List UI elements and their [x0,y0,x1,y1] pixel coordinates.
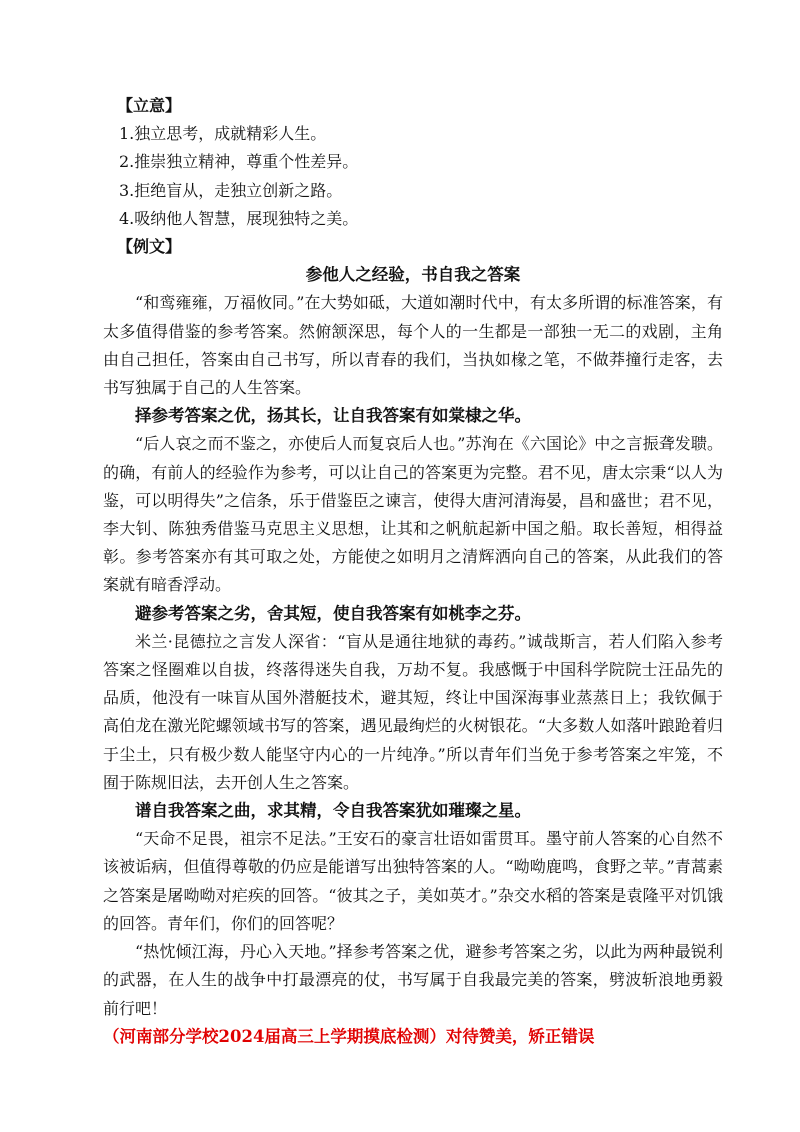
paragraph: “和鸾雍雍，万福攸同。”在大势如砥，大道如潮时代中，有太多所谓的标准答案，有太多值得借鉴的参考答案。然俯颔深思，每个人的一生都是一部独一无二的戏剧，主角由自己担任，答案由自己书写，所以青春的我们，当执如椽之笔，不做莽撞行走客，去书写独属于自己的人生答案。 [103,293,723,398]
subheading: 谱自我答案之曲，求其精，令自我答案犹如璀璨之星。 [135,801,531,821]
section-heading-liyi: 【立意】 [117,96,182,115]
list-item: 2.推崇独立精神，尊重个性差异。 [119,152,359,172]
list-item: 4.吸纳他人智慧，展现独特之美。 [119,208,359,228]
paragraph: 米兰·昆德拉之言发人深省：“盲从是通往地狱的毒药。”诚哉斯言，若人们陷入参考答案之怪圈难以自拔，终落得迷失自我，万劫不复。我感慨于中国科学院院士汪品先的品质，他没有一味盲从国外潜艇技术，避其短，终让中国深海事业蒸蒸日上；我钦佩于高伯龙在激光陀螺领域书写的答案，遇见最绚烂的火树银花。“大多数人如落叶踉跄着归于尘土，只有极少数人能坚守内心的一片纯净。”所以青年们当免于参考答案之牢笼，不囿于陈规旧法，去开创人生之答案。 [103,631,723,792]
document-body [103,92,723,1051]
subheading: 避参考答案之劣，舍其短，使自我答案有如桃李之芬。 [135,603,531,623]
source-note: （河南部分学校2024届高三上学期摸底检测）对待赞美，矫正错误 [103,1026,595,1046]
section-heading-liwen: 【例文】 [117,237,182,257]
list-item: 3.拒绝盲从，走独立创新之路。 [119,180,343,200]
paragraph: “后人哀之而不鉴之，亦使后人而复哀后人也。”苏洵在《六国论》中之言振聋发聩。的确，有前人的经验作为参考，可以让自己的答案更为完整。君不见，唐太宗秉“以人为鉴，可以明得失”之信条，乐于借鉴臣之谏言，使得大唐河清海晏，昌和盛世；君不见，李大钊、陈独秀借鉴马克思主义思想，让其和之帆航起新中国之船。取长善短，相得益彰。参考答案亦有其可取之处，方能使之如明月之清辉洒向自己的答案，从此我们的答案就有暗香浮动。 [103,434,723,595]
essay-title: 参他人之经验，书自我之答案 [305,265,521,285]
paragraph: “天命不足畏，祖宗不足法。”王安石的豪言壮语如雷贯耳。墨守前人答案的心自然不该被诟病，但值得尊敬的仍应是能谱写出独特答案的人。“呦呦鹿鸣，食野之苹。”青蒿素之答案是屠呦呦对疟疾的回答。“彼其之子，美如英才。”杂交水稻的答案是袁隆平对饥饿的回答。青年们，你们的回答呢？ [103,829,723,933]
subheading: 择参考答案之优，扬其长，让自我答案有如棠棣之华。 [135,406,531,426]
list-item: 1.独立思考，成就精彩人生。 [119,124,327,144]
paragraph: “热忱倾江海，丹心入天地。”择参考答案之优，避参考答案之劣，以此为两种最锐利的武器，在人生的战争中打最漂亮的仗，书写属于自我最完美的答案，劈波斩浪地勇毅前行吧！ [103,942,723,1018]
